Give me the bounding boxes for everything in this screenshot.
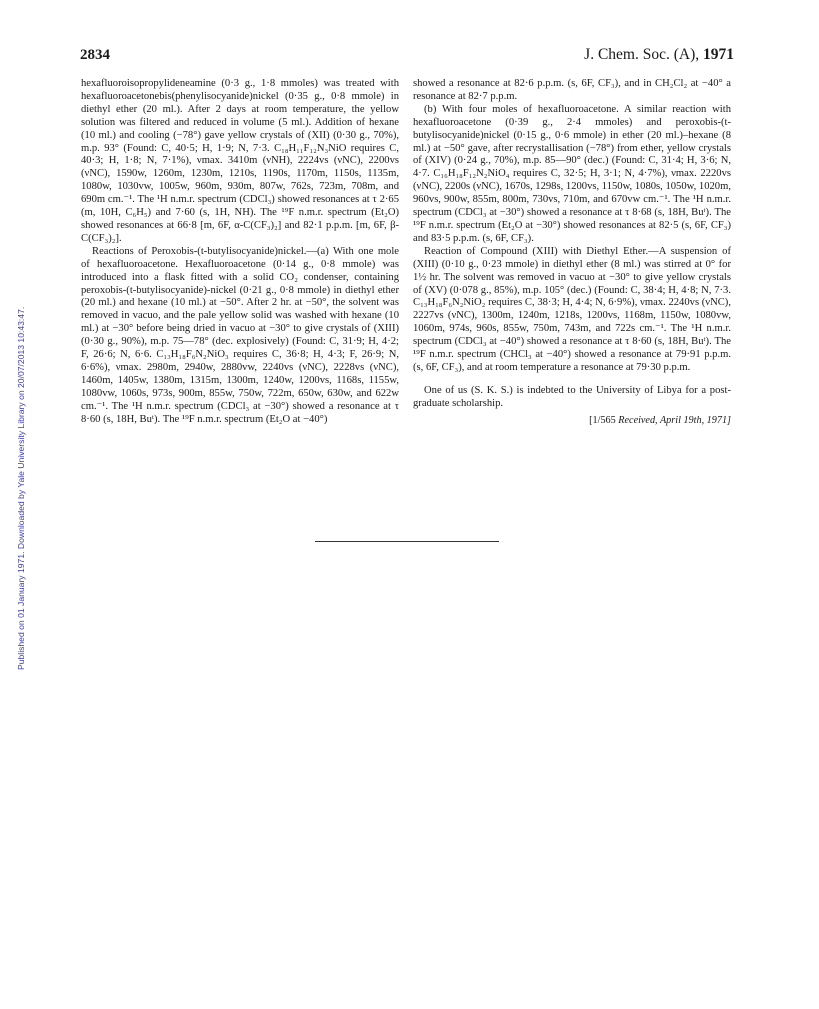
left-column bbox=[81, 78, 399, 426]
journal-name: J. Chem. Soc. (A), bbox=[584, 46, 700, 63]
paragraph-diethyl-ether: Reaction of Compound (XIII) with Diethyl Ether.—A suspension of (XIII) (0·10 g., 0·23 mmole) in diethyl ether (8 ml.) was stirred at 0° for 1½ hr. The solvent was removed in vacuo at −30° to give yellow crystals of (XV) (0·078 g., 85%), m.p. 105° (dec.) (Found: C, 38·4; H, 4·8; N, 7·3. C₁₃H₁₈F₆N₂NiO₂ requires C, 38·3; H, 4·4; N, 6·9%), νmax. 2240vs (νNC), 2227vs (νNC), 1300m, 1240m, 1218s, 1200vs, 1168m, 1150w, 1080vw, 1060m, 974s, 960s, 855w, 750m, 743m, and 722s cm.⁻¹. The ¹H n.m.r. spectrum (CDCl₃ at −40°) showed a resonance at τ 8·60 (s, 18H, Buᵗ). The ¹⁹F n.m.r. spectrum (CHCl₃ at −40°) showed a resonance at 79·91 p.p.m. (s, 6F, CF₃), and at room temperature a resonance at 79·30 p.p.m. bbox=[413, 245, 731, 373]
running-head bbox=[584, 46, 734, 64]
page-number: 2834 bbox=[80, 47, 110, 63]
journal-year: 1971 bbox=[703, 46, 734, 63]
paragraph-continuation: showed a resonance at 82·6 p.p.m. (s, 6F, CF₃), and in CH₂Cl₂ at −40° a resonance at 82·7 p.p.m. bbox=[413, 78, 731, 102]
received-text: Received, April 19th, 1971] bbox=[618, 414, 731, 426]
end-rule bbox=[315, 541, 499, 542]
download-watermark-text: Published on 01 January 1971. Downloaded by Yale University Library on 20/07/2013 10:43:47. bbox=[16, 306, 26, 670]
paragraph-xii-preparation: hexafluoroisopropylideneamine (0·3 g., 1·8 mmoles) was treated with hexafluoroacetonebis(phenylisocyanide)nickel (0·35 g., 0·8 mmole) in diethyl ether (20 ml.). After 2 days at room temperature, the yellow solution was filtered and reduced in volume (5 ml.). Addition of hexane (10 ml.) and cooling (−78°) gave yellow crystals of (XII) (0·30 g., 70%), m.p. 93° (Found: C, 40·5; H, 1·9; N, 7·3. C₁₈H₁₁F₁₂N₃NiO requires C, 40·3; H, 1·8; N, 7·1%), νmax. 3410m (νNH), 2224vs (νNC), 2200vs (νNC), 1590w, 1260m, 1230m, 1210s, 1190s, 1170m, 1150s, 1135m, 1080w, 1030vw, 1005w, 960m, 930m, 807w, 762s, 723m, 708m, and 690m cm.⁻¹. The ¹H n.m.r. spectrum (CDCl₃) showed resonances at τ 2·65 (m, 10H, C₆H₅) and 7·60 (s, 1H, NH). The ¹⁹F n.m.r. spectrum (Et₂O) showed resonances at 66·8 [m, 6F, α-C(CF₃)₂] and 82·1 p.p.m. [m, 6F, β-C(CF₃)₂]. bbox=[81, 78, 399, 244]
received-date bbox=[413, 415, 731, 428]
paragraph-reactions-peroxobis: Reactions of Peroxobis-(t-butylisocyanide)nickel.—(a) With one mole of hexafluoroacetone. Hexafluoroacetone (0·14 g., 0·8 mmole) was introduced into a flask fitted with a solid CO₂ condenser, containing peroxobis-(t-butylisocyanide)-nickel (0·21 g., 0·8 mmole) in diethyl ether (20 ml.) and hexane (10 ml.) at −50°. After 2 hr. at −50°, the solvent was removed in vacuo, and the pale yellow solid was washed with hexane (10 ml.) at −30° before being dried in vacuo at −30° to give crystals of (XIII) (0·30 g., 90%), m.p. 75—78° (dec. explosively) (Found: C, 31·9; H, 4·2; F, 26·6; N, 6·6. C₁₃H₁₈F₆N₂NiO₃ requires C, 36·8; H, 4·3; F, 26·9; N, 6·6%), νmax. 2980m, 2940w, 2880vw, 2240vs (νNC), 2228vs (νNC), 1460m, 1405w, 1380m, 1315m, 1300m, 1240w, 1200vs, 1168s, 1155w, 1080vw, 1060s, 973s, 900m, 855w, 750w, 722m, 650w, 630w, and 622w cm.⁻¹. The ¹H n.m.r. spectrum (CDCl₃ at −30°) showed a resonance at τ 8·60 (s, 18H, Buᵗ). The ¹⁹F n.m.r. spectrum (Et₂O at −40°) bbox=[81, 245, 399, 425]
paragraph-acknowledgement: One of us (S. K. S.) is indebted to the University of Libya for a post-graduate scholarship. bbox=[413, 384, 731, 409]
paragraph-four-moles: (b) With four moles of hexafluoroacetone. A similar reaction with hexafluoroacetone (0·39 g., 2·4 mmoles) and peroxobis-(t-butylisocyanide)nickel (0·15 g., 0·6 mmole) in ether (20 ml.)–hexane (8 ml.) at −50° gave, after recrystallisation (−78°) from ether, yellow crystals of (XIV) (0·24 g., 70%), m.p. 85—90° (dec.) (Found: C, 31·4; H, 3·6; N, 4·7. C₁₆H₁₈F₁₂N₂NiO₄ requires C, 32·5; H, 3·1; N, 4·7%), νmax. 2220vs (νNC), 2200s (νNC), 1670s, 1298s, 1200vs, 1150w, 1080s, 1050w, 1020m, 960vs, 900w, 855m, 800m, 730vs, 710m, and 670vw cm.⁻¹. The ¹H n.m.r. spectrum (CDCl₃ at −30°) showed a resonance at τ 8·68 (s, 18H, Buᵗ). The ¹⁹F n.m.r. spectrum (Et₂O at −30°) showed resonances at 82·5 (s, 6F, CF₃) and 83·5 p.p.m. (s, 6F, CF₃). bbox=[413, 103, 731, 244]
download-watermark bbox=[2, 150, 26, 670]
right-column bbox=[413, 78, 731, 428]
received-ref: [1/565 bbox=[589, 414, 616, 426]
